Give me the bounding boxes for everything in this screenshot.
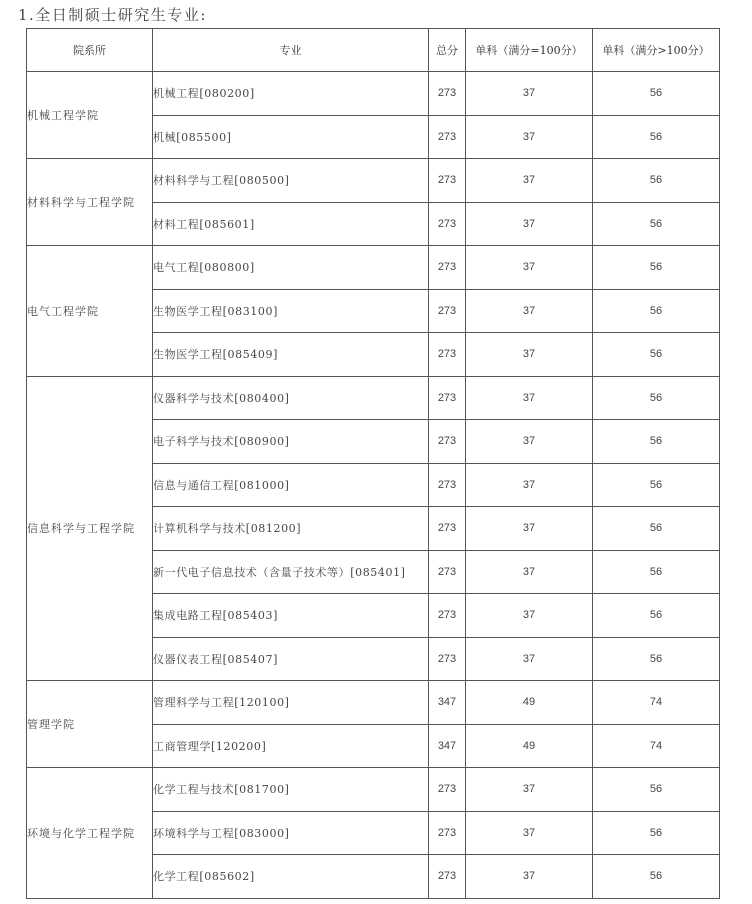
table-row	[27, 768, 720, 812]
major-cell: 仪器科学与技术[080400]	[153, 376, 429, 420]
single-eq100-cell: 37	[466, 333, 593, 377]
major-cell: 电气工程[080800]	[153, 246, 429, 290]
total-score-cell: 347	[429, 724, 466, 768]
single-gt100-cell: 56	[593, 463, 720, 507]
major-cell: 工商管理学[120200]	[153, 724, 429, 768]
total-score-cell: 273	[429, 115, 466, 159]
table-row	[27, 681, 720, 725]
major-cell: 仪器仪表工程[085407]	[153, 637, 429, 681]
department-cell: 环境与化学工程学院	[27, 768, 153, 899]
major-cell: 电子科学与技术[080900]	[153, 420, 429, 464]
major-cell: 计算机科学与技术[081200]	[153, 507, 429, 551]
header-major: 专业	[153, 29, 429, 72]
single-eq100-cell: 37	[466, 376, 593, 420]
total-score-cell: 273	[429, 420, 466, 464]
total-score-cell: 273	[429, 768, 466, 812]
single-gt100-cell: 56	[593, 202, 720, 246]
total-score-cell: 273	[429, 72, 466, 116]
single-gt100-cell: 56	[593, 507, 720, 551]
table-row	[27, 376, 720, 420]
single-gt100-cell: 56	[593, 159, 720, 203]
single-gt100-cell: 74	[593, 724, 720, 768]
single-eq100-cell: 49	[466, 724, 593, 768]
major-cell: 管理科学与工程[120100]	[153, 681, 429, 725]
single-eq100-cell: 37	[466, 463, 593, 507]
single-eq100-cell: 37	[466, 115, 593, 159]
total-score-cell: 273	[429, 855, 466, 899]
total-score-cell: 273	[429, 463, 466, 507]
table-row	[27, 246, 720, 290]
single-gt100-cell: 56	[593, 768, 720, 812]
single-gt100-cell: 56	[593, 376, 720, 420]
single-gt100-cell: 56	[593, 811, 720, 855]
total-score-cell: 273	[429, 159, 466, 203]
single-eq100-cell: 37	[466, 637, 593, 681]
single-eq100-cell: 37	[466, 72, 593, 116]
major-cell: 材料工程[085601]	[153, 202, 429, 246]
major-cell: 集成电路工程[085403]	[153, 594, 429, 638]
major-cell: 化学工程[085602]	[153, 855, 429, 899]
major-cell: 材料科学与工程[080500]	[153, 159, 429, 203]
single-eq100-cell: 49	[466, 681, 593, 725]
single-eq100-cell: 37	[466, 507, 593, 551]
single-gt100-cell: 56	[593, 594, 720, 638]
table-row	[27, 72, 720, 116]
single-eq100-cell: 37	[466, 420, 593, 464]
department-cell: 管理学院	[27, 681, 153, 768]
single-gt100-cell: 56	[593, 72, 720, 116]
total-score-cell: 273	[429, 333, 466, 377]
single-eq100-cell: 37	[466, 159, 593, 203]
single-eq100-cell: 37	[466, 768, 593, 812]
single-gt100-cell: 56	[593, 333, 720, 377]
table-row	[27, 159, 720, 203]
single-gt100-cell: 74	[593, 681, 720, 725]
single-eq100-cell: 37	[466, 550, 593, 594]
major-cell: 机械[085500]	[153, 115, 429, 159]
department-cell: 机械工程学院	[27, 72, 153, 159]
department-cell: 信息科学与工程学院	[27, 376, 153, 681]
major-cell: 新一代电子信息技术（含量子技术等）[085401]	[153, 550, 429, 594]
total-score-cell: 273	[429, 246, 466, 290]
total-score-cell: 273	[429, 550, 466, 594]
header-single-gt100: 单科（满分>100分）	[593, 29, 720, 72]
major-cell: 环境科学与工程[083000]	[153, 811, 429, 855]
total-score-cell: 273	[429, 811, 466, 855]
score-table	[26, 28, 720, 899]
total-score-cell: 273	[429, 594, 466, 638]
department-cell: 电气工程学院	[27, 246, 153, 377]
header-department: 院系所	[27, 29, 153, 72]
major-cell: 机械工程[080200]	[153, 72, 429, 116]
single-gt100-cell: 56	[593, 637, 720, 681]
single-gt100-cell: 56	[593, 115, 720, 159]
single-gt100-cell: 56	[593, 246, 720, 290]
header-total: 总分	[429, 29, 466, 72]
single-gt100-cell: 56	[593, 855, 720, 899]
single-eq100-cell: 37	[466, 855, 593, 899]
major-cell: 生物医学工程[083100]	[153, 289, 429, 333]
single-gt100-cell: 56	[593, 420, 720, 464]
section-title: 1.全日制硕士研究生专业:	[18, 6, 207, 24]
major-cell: 生物医学工程[085409]	[153, 333, 429, 377]
single-gt100-cell: 56	[593, 550, 720, 594]
major-cell: 信息与通信工程[081000]	[153, 463, 429, 507]
department-cell: 材料科学与工程学院	[27, 159, 153, 246]
total-score-cell: 273	[429, 202, 466, 246]
total-score-cell: 347	[429, 681, 466, 725]
total-score-cell: 273	[429, 376, 466, 420]
header-single-eq100: 单科（满分=100分）	[466, 29, 593, 72]
single-eq100-cell: 37	[466, 246, 593, 290]
single-eq100-cell: 37	[466, 202, 593, 246]
total-score-cell: 273	[429, 637, 466, 681]
single-eq100-cell: 37	[466, 594, 593, 638]
single-eq100-cell: 37	[466, 289, 593, 333]
total-score-cell: 273	[429, 507, 466, 551]
major-cell: 化学工程与技术[081700]	[153, 768, 429, 812]
total-score-cell: 273	[429, 289, 466, 333]
table-header-row	[27, 29, 720, 72]
single-eq100-cell: 37	[466, 811, 593, 855]
single-gt100-cell: 56	[593, 289, 720, 333]
